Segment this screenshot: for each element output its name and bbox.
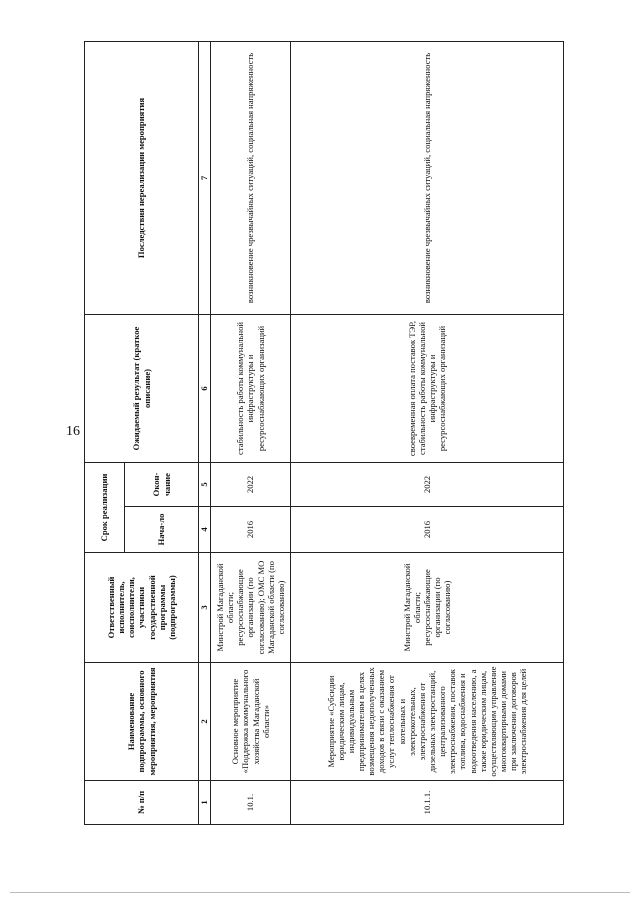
rotated-table-container — [84, 42, 564, 825]
row-start: 2016 — [211, 507, 291, 553]
column-number: 7 — [199, 41, 211, 314]
header-name: Наименование подпрограммы, основного мероприятия, мероприятия — [85, 663, 199, 781]
header-consequences: Последствия нереализации мероприятия — [85, 41, 199, 314]
row-name: Мероприятие «Субсидии юридическим лицам, индивидуальным предпринимателям в целях возмещения недополученных доходов в связи с оказанием услуг теплоснабжения от котельных и электрокотельных, электроснабжения от дизельных электростанций, централизованного электроснабжения, поставок топлива, водоснабжения и водоотведения населению, а также юридическим лицам, осуществляющим управление многоквартирными домами при заключении договоров электроснабжения для целей — [291, 663, 564, 781]
row-num: 10.1.1. — [291, 781, 564, 825]
header-num: № п/п — [85, 781, 199, 825]
scan-edge-line — [10, 892, 630, 893]
header-end: Окон-чание — [125, 462, 199, 506]
row-name: Основное мероприятие «Поддержка коммунального хозяйства Магаданской области» — [211, 663, 291, 781]
row-responsible: Минстрой Магаданской области; ресурсоснабжающие организации (по согласованию); ОМС МО Магаданской области (по согласованию) — [211, 553, 291, 663]
table-row — [291, 41, 564, 824]
column-number: 5 — [199, 462, 211, 506]
row-consequences: возникновение чрезвычайных ситуаций, социальная напряженность — [211, 41, 291, 314]
column-number: 6 — [199, 314, 211, 462]
header-start: Нача-ло — [125, 507, 199, 553]
header-period: Срок реализации — [85, 462, 125, 552]
page-number: 16 — [66, 424, 80, 439]
row-end: 2022 — [291, 462, 564, 506]
column-number: 4 — [199, 507, 211, 553]
row-responsible: Минстрой Магаданской области; ресурсоснабжающие организации (по согласованию) — [291, 553, 564, 663]
row-result: стабильность работы коммунальной инфраструктуры и ресурсоснабжающих организаций — [211, 314, 291, 462]
table-row — [211, 41, 291, 824]
row-consequences: возникновение чрезвычайных ситуаций, социальная напряженность — [291, 41, 564, 314]
header-responsible: Ответственный исполнитель, соисполнители, участники государственной программы (подпрограммы) — [85, 553, 199, 663]
measures-table — [84, 41, 564, 825]
row-start: 2016 — [291, 507, 564, 553]
column-numbers-row — [199, 41, 211, 824]
header-result: Ожидаемый результат (краткое описание) — [85, 314, 199, 462]
column-number: 1 — [199, 781, 211, 825]
row-end: 2022 — [211, 462, 291, 506]
row-result: своевременная оплата поставок ТЭР, стабильность работы коммунальной инфраструктуры и ресурсоснабжающих организаций — [291, 314, 564, 462]
column-number: 2 — [199, 663, 211, 781]
column-number: 3 — [199, 553, 211, 663]
row-num: 10.1. — [211, 781, 291, 825]
